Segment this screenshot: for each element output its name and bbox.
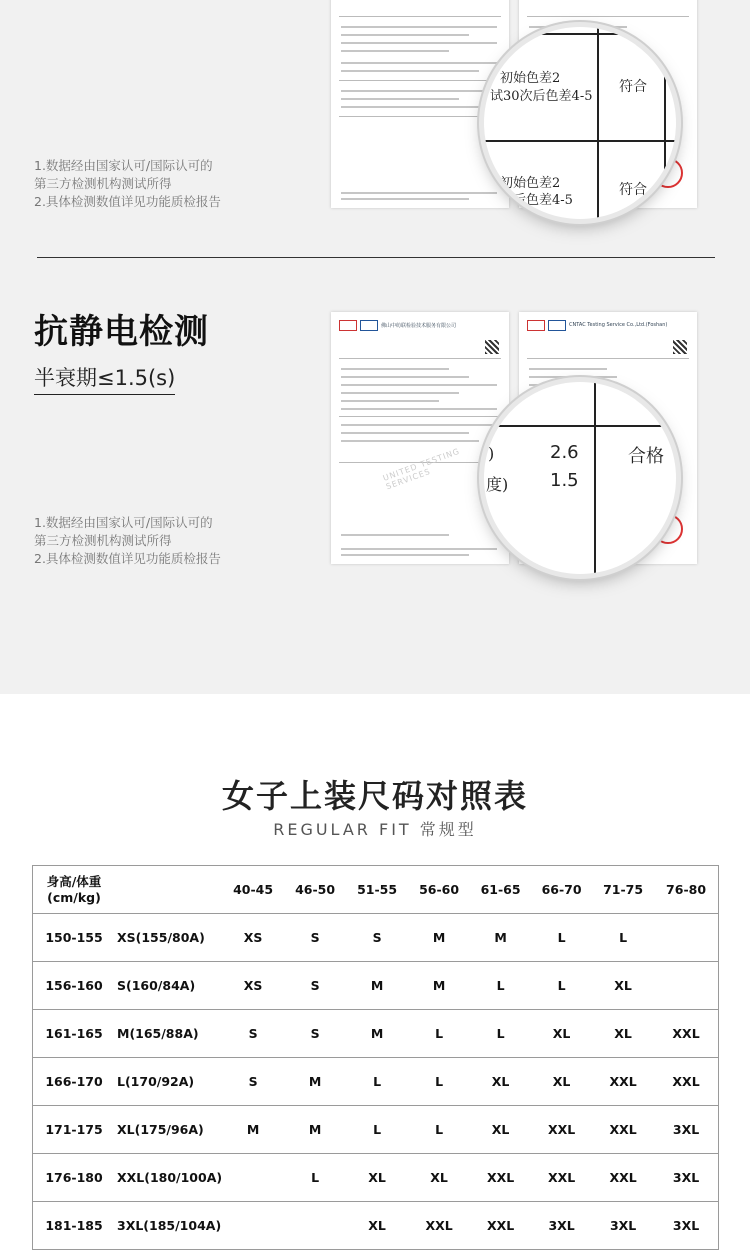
table-header-row — [33, 866, 719, 914]
size-value-cell: XXL — [470, 1202, 531, 1250]
size-value-cell: XL — [592, 1010, 654, 1058]
size-value-cell: 3XL — [654, 1106, 718, 1154]
height-range-cell: 171-175 — [33, 1106, 116, 1154]
size-value-cell: L — [531, 962, 592, 1010]
magnifier-text: 度) — [486, 475, 509, 494]
height-range-cell: 166-170 — [33, 1058, 116, 1106]
test-notes — [34, 157, 221, 211]
size-value-cell: M — [222, 1106, 284, 1154]
size-label-cell: XS(155/80A) — [115, 914, 222, 962]
size-value-cell: S — [222, 1058, 284, 1106]
weight-header: 51-55 — [346, 866, 408, 914]
size-label-cell: 3XL(185/104A) — [115, 1202, 222, 1250]
table-header-cell — [115, 866, 222, 914]
report-header: 佛山中纺联检验技术服务有限公司 — [381, 322, 457, 329]
magnifier-detail — [484, 27, 676, 219]
height-range-cell: 156-160 — [33, 962, 116, 1010]
note-line: 2.具体检测数值详见功能质检报告 — [34, 551, 221, 566]
height-range-cell: 181-185 — [33, 1202, 116, 1250]
weight-header: 61-65 — [470, 866, 531, 914]
size-value-cell: 3XL — [592, 1202, 654, 1250]
size-chart-subtitle: REGULAR FIT 常规型 — [273, 820, 477, 839]
table-row — [33, 1010, 719, 1058]
size-value-cell: S — [222, 1010, 284, 1058]
size-value-cell: L — [531, 914, 592, 962]
size-value-cell — [222, 1202, 284, 1250]
size-value-cell: M — [284, 1106, 346, 1154]
size-value-cell: L — [408, 1010, 470, 1058]
height-range-cell: 150-155 — [33, 914, 116, 962]
size-value-cell: 3XL — [531, 1202, 592, 1250]
size-value-cell: L — [408, 1058, 470, 1106]
size-label-cell: S(160/84A) — [115, 962, 222, 1010]
magnifier-text: 初始色差2 — [500, 71, 561, 86]
qr-code-icon — [485, 340, 499, 354]
magnifier-result: 符合 — [619, 182, 647, 198]
table-row — [33, 1106, 719, 1154]
note-line: 1.数据经由国家认可/国际认可的 — [34, 158, 213, 173]
magnifier-text: 次后色差4-5 — [500, 193, 573, 208]
test-report-document — [331, 312, 509, 564]
report-watermark: UNITED TESTING SERVICES — [381, 446, 462, 492]
size-value-cell: S — [346, 914, 408, 962]
height-range-cell: 161-165 — [33, 1010, 116, 1058]
size-value-cell: XXL — [592, 1106, 654, 1154]
size-value-cell: XL — [470, 1058, 531, 1106]
size-chart-table — [32, 865, 719, 1250]
size-value-cell: XL — [346, 1154, 408, 1202]
header-label: 身高/体重 — [46, 873, 102, 889]
size-value-cell: M — [346, 962, 408, 1010]
test-notes — [34, 514, 221, 568]
table-row — [33, 1058, 719, 1106]
weight-header: 40-45 — [222, 866, 284, 914]
size-value-cell: XXL — [592, 1058, 654, 1106]
size-value-cell: XL — [531, 1010, 592, 1058]
report-header: CNTAC Testing Service Co.,Ltd.(Foshan) — [569, 322, 668, 328]
weight-header: 56-60 — [408, 866, 470, 914]
size-value-cell: XL — [470, 1106, 531, 1154]
size-value-cell: XXL — [654, 1010, 718, 1058]
size-value-cell: L — [470, 1010, 531, 1058]
magnifier-value: 1.5 — [550, 470, 579, 491]
qr-code-icon — [673, 340, 687, 354]
note-line: 第三方检测机构测试所得 — [34, 533, 172, 548]
table-row — [33, 962, 719, 1010]
size-value-cell: XXL — [531, 1106, 592, 1154]
note-line: 第三方检测机构测试所得 — [34, 176, 172, 191]
table-header-cell — [33, 866, 116, 914]
size-value-cell: L — [284, 1154, 346, 1202]
size-value-cell: L — [470, 962, 531, 1010]
size-value-cell — [654, 914, 718, 962]
table-row — [33, 1202, 719, 1250]
magnifier-value: 2.6 — [550, 442, 579, 463]
size-value-cell: L — [346, 1106, 408, 1154]
size-label-cell: XXL(180/100A) — [115, 1154, 222, 1202]
size-value-cell: XS — [222, 962, 284, 1010]
weight-header: 66-70 — [531, 866, 592, 914]
note-line: 1.数据经由国家认可/国际认可的 — [34, 515, 213, 530]
size-value-cell — [284, 1202, 346, 1250]
size-value-cell: M — [284, 1058, 346, 1106]
weight-header: 46-50 — [284, 866, 346, 914]
magnifier-result: 符合 — [619, 79, 647, 95]
magnifier-text: 初始色差2 — [500, 176, 561, 191]
size-chart-title: 女子上装尺码对照表 — [221, 777, 528, 815]
magnifier-detail — [484, 382, 676, 574]
magnifier-text: ) — [488, 444, 495, 463]
weight-header: 76-80 — [654, 866, 718, 914]
size-value-cell: M — [408, 962, 470, 1010]
size-value-cell: M — [408, 914, 470, 962]
size-value-cell: XL — [531, 1058, 592, 1106]
size-value-cell: XXL — [531, 1154, 592, 1202]
table-row — [33, 1154, 719, 1202]
size-value-cell: XL — [408, 1154, 470, 1202]
size-value-cell: 3XL — [654, 1202, 718, 1250]
size-value-cell: XL — [346, 1202, 408, 1250]
size-value-cell: XXL — [470, 1154, 531, 1202]
size-value-cell: 3XL — [654, 1154, 718, 1202]
size-label-cell: M(165/88A) — [115, 1010, 222, 1058]
header-unit: (cm/kg) — [47, 889, 101, 905]
size-label-cell: XL(175/96A) — [115, 1106, 222, 1154]
size-value-cell: L — [592, 914, 654, 962]
size-value-cell: S — [284, 1010, 346, 1058]
size-value-cell: M — [470, 914, 531, 962]
height-range-cell: 176-180 — [33, 1154, 116, 1202]
test-report-document — [331, 0, 509, 208]
section-subheading: 半衰期≤1.5(s) — [34, 362, 175, 395]
size-value-cell: XXL — [408, 1202, 470, 1250]
size-value-cell — [222, 1154, 284, 1202]
magnifier-result: 合格 — [628, 446, 664, 467]
size-value-cell: L — [346, 1058, 408, 1106]
size-value-cell: S — [284, 914, 346, 962]
section-divider — [37, 257, 715, 258]
size-value-cell: XL — [592, 962, 654, 1010]
size-value-cell: L — [408, 1106, 470, 1154]
magnifier-text: 试30次后色差4-5 — [490, 89, 593, 104]
size-value-cell — [654, 962, 718, 1010]
size-value-cell: XS — [222, 914, 284, 962]
size-label-cell: L(170/92A) — [115, 1058, 222, 1106]
size-value-cell: M — [346, 1010, 408, 1058]
note-line: 2.具体检测数值详见功能质检报告 — [34, 194, 221, 209]
size-value-cell: XXL — [654, 1058, 718, 1106]
size-value-cell: S — [284, 962, 346, 1010]
section-heading: 抗静电检测 — [34, 312, 209, 352]
weight-header: 71-75 — [592, 866, 654, 914]
table-row — [33, 914, 719, 962]
size-value-cell: XXL — [592, 1154, 654, 1202]
